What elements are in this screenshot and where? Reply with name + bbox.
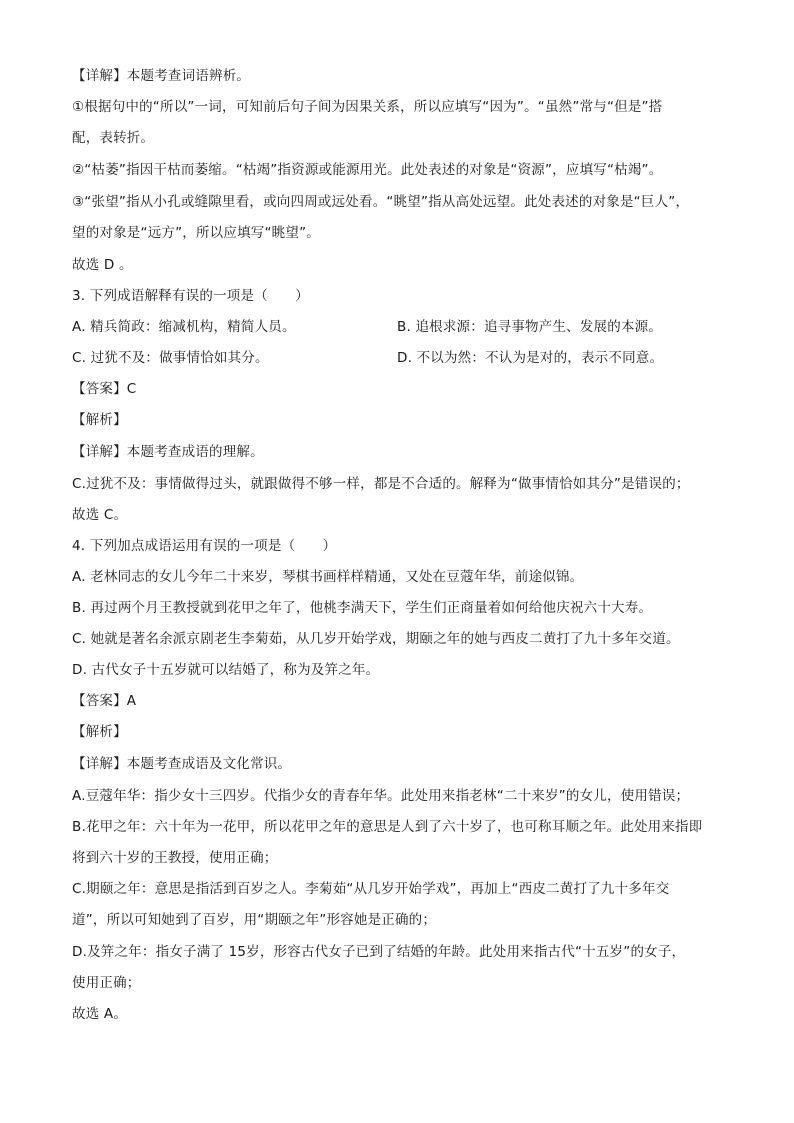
question-4-stem: 4. 下列加点成语运用有误的一项是（ ）: [72, 538, 337, 554]
text-line: 使用正确；: [72, 975, 141, 991]
option-b: B. 再过两个月王教授就到花甲之年了，他桃李满天下，学生们正商量着如何给他庆祝六十大寿。: [72, 600, 653, 616]
text-line: 【详解】本题考查成语的理解。: [72, 444, 264, 460]
text-line: B.花甲之年：六十年为一花甲，所以花甲之年的意思是人到了六十岁了，也可称耳顺之年。此处用来指即: [72, 819, 703, 835]
option-d: D. 古代女子十五岁就可以结婚了，称为及笄之年。: [72, 662, 380, 678]
text-line: 【详解】本题考查词语辨析。: [72, 68, 251, 84]
option-a: A. 精兵简政：缩减机构，精简人员。: [72, 319, 296, 335]
text-line: A.豆蔻年华：指少女十三四岁。代指少女的青春年华。此处用来指老林“二十来岁”的女儿，使用错误；: [72, 788, 690, 804]
text-line: ①根据句中的“所以”一词，可知前后句子间为因果关系，所以应填写“因为”。“虽然”常与“但是”搭: [72, 99, 663, 115]
option-a: A. 老林同志的女儿今年二十来岁，琴棋书画样样精通，又处在豆蔻年华，前途似锦。: [72, 569, 584, 585]
text-line: ③“张望”指从小孔或缝隙里看，或向四周或远处看。“眺望”指从高处远望。此处表述的对象是“巨人”，: [72, 194, 690, 210]
text-line: C.过犹不及：事情做得过头，就跟做得不够一样，都是不合适的。解释为“做事情恰如其分”是错误的；: [72, 476, 690, 492]
option-b: B. 追根求源：追寻事物产生、发展的本源。: [397, 319, 663, 335]
text-line: D.及笄之年：指女子满了 15岁，形容古代女子已到了结婚的年龄。此处用来指古代“十五岁”的女子，: [72, 944, 686, 960]
text-line: ②“枯萎”指因干枯而萎缩。“枯竭”指资源或能源用光。此处表述的对象是“资源”，应填写“枯竭”。: [72, 162, 663, 178]
analysis-label: 【解析】: [72, 724, 127, 740]
text-line: 故选 C。: [72, 507, 128, 523]
text-line: 将到六十岁的王教授，使用正确；: [72, 850, 278, 866]
text-line: 【详解】本题考查成语及文化常识。: [72, 756, 292, 772]
option-d: D. 不以为然：不认为是对的，表示不同意。: [397, 350, 664, 366]
text-line: 配，表转折。: [72, 130, 155, 146]
answer-label: 【答案】A: [72, 693, 137, 709]
option-c: C. 她就是著名余派京剧老生李菊茹，从几岁开始学戏，期颐之年的她与西皮二黄打了九十多年交道。: [72, 631, 680, 647]
analysis-label: 【解析】: [72, 412, 127, 428]
option-c: C. 过犹不及：做事情恰如其分。: [72, 350, 269, 366]
question-3-stem: 3. 下列成语解释有误的一项是（ ）: [72, 288, 309, 304]
text-line: 道”，所以可知她到了百岁，用“期颐之年”形容她是正确的；: [72, 912, 437, 928]
text-line: 故选 D 。: [72, 257, 133, 273]
answer-label: 【答案】C: [72, 381, 137, 397]
text-line: C.期颐之年：意思是指活到百岁之人。李菊茹“从几岁开始学戏”，再加上“西皮二黄打了九十多年交: [72, 881, 670, 897]
text-line: 望的对象是“远方”，所以应填写“眺望”。: [72, 225, 320, 241]
text-line: 故选 A。: [72, 1006, 128, 1022]
